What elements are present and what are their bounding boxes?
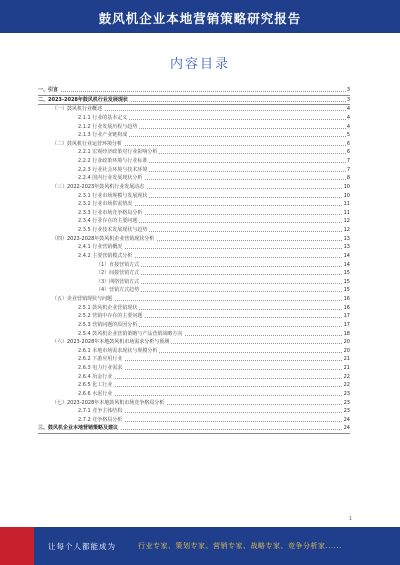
toc-entry[interactable] — [38, 131, 350, 140]
toc-entry-page: 8 — [346, 175, 350, 182]
toc-entry-page: 24 — [343, 425, 350, 432]
toc-entry-label: 2.3.2 行业市场供需情况 — [78, 201, 133, 208]
toc-entry[interactable] — [38, 243, 350, 252]
toc-entry-page: 15 — [343, 287, 350, 294]
toc-entry-page: 12 — [343, 218, 350, 225]
toc-entry-page: 20 — [343, 347, 350, 354]
toc-entry-label: 2.5.3 营销问题的原因分析 — [78, 321, 138, 328]
toc-entry-label: （四）2023-2028年鼓风机企业营销现状分析 — [52, 235, 155, 242]
toc-entry-page: 4 — [346, 123, 350, 130]
toc-entry[interactable] — [38, 338, 350, 347]
toc-entry[interactable] — [38, 252, 350, 261]
toc-entry-page: 16 — [343, 304, 350, 311]
toc-entry-page: 6 — [346, 140, 350, 147]
toc-entry-page: 22 — [343, 382, 350, 389]
toc-entry[interactable] — [38, 381, 350, 390]
toc-entry-label: 2.4.1 行业营销概况 — [78, 244, 123, 251]
toc-entry[interactable] — [38, 140, 350, 149]
toc-entry-label: 二、2023-2028年鼓风机行业发展现状 — [38, 96, 128, 103]
toc-entry-label: 2.7.1 竞争主体结构 — [78, 408, 123, 415]
toc-entry-label: （1）直接营销方式 — [96, 261, 140, 268]
toc-entry[interactable] — [38, 416, 350, 425]
toc-entry-page: 7 — [346, 158, 350, 164]
toc-entry-page: 17 — [343, 313, 350, 320]
toc-entry-page: 21 — [343, 365, 350, 371]
page-title: 内容目录 — [169, 57, 230, 72]
toc-entry[interactable] — [38, 286, 350, 295]
toc-entry[interactable] — [38, 148, 350, 157]
toc-entry-label: 2.2.1 宏观经济政策对行业影响分析 — [78, 149, 158, 156]
toc-entry-label: 2.3.3 行业市场竞争格局分析 — [78, 209, 143, 216]
toc-entry-label: 2.2.4 国内行业发展现状分析 — [78, 175, 143, 182]
toc-entry[interactable] — [38, 399, 350, 408]
toc-entry[interactable] — [38, 217, 350, 226]
toc-entry-page: 3 — [346, 87, 350, 93]
toc-entry-label: 2.6.3 电力行业需求 — [78, 365, 123, 371]
toc-entry-page: 13 — [343, 244, 350, 251]
toc-entry[interactable] — [38, 183, 350, 192]
toc-entry-label: 2.6.5 化工行业 — [78, 382, 113, 389]
toc-entry-label: 2.1.2 行业发展历程与趋势 — [78, 123, 138, 130]
toc-entry[interactable] — [38, 114, 350, 123]
toc-entry-page: 23 — [343, 390, 350, 397]
toc-entry[interactable] — [38, 166, 350, 175]
toc-entry[interactable] — [38, 312, 350, 321]
toc-entry[interactable] — [38, 96, 350, 106]
toc-entry-label: 2.1.3 行业产业链构成 — [78, 132, 128, 139]
toc-entry[interactable] — [38, 304, 350, 313]
toc-entry-page: 5 — [346, 132, 350, 139]
report-header — [0, 0, 400, 33]
toc-entry-page: 16 — [343, 296, 350, 302]
toc-entry-page: 22 — [343, 373, 350, 380]
toc-entry-label: 2.6.1 本地市场需求现状与规模分析 — [78, 347, 158, 354]
toc-entry[interactable] — [38, 86, 350, 96]
toc-entry-page: 23 — [343, 399, 350, 406]
toc-entry[interactable] — [38, 192, 350, 201]
toc-entry-label: （六）2023-2028年本地鼓风机市场需求分析与预测 — [52, 339, 170, 346]
toc-entry-label: （七）2023-2028年本地鼓风机市场竞争格局分析 — [52, 399, 165, 406]
toc-entry[interactable] — [38, 321, 350, 330]
toc-entry-label: 2.5.4 鼓风机企业营销策略与产品营销战略方向 — [78, 330, 183, 337]
toc-entry-label: 2.4.2 主要营销模式分析 — [78, 252, 133, 259]
toc-entry[interactable] — [38, 295, 350, 304]
toc-entry-label: 2.3.4 行业存在的主要问题 — [78, 218, 138, 225]
toc-entry[interactable] — [38, 364, 350, 373]
toc-entry-page: 11 — [343, 201, 350, 208]
toc-entry-label: 2.5.1 鼓风机企业营销现状 — [78, 304, 138, 311]
toc-entry-page: 11 — [343, 209, 350, 216]
report-title: 鼓风机企业本地营销策略研究报告 — [98, 11, 302, 26]
toc-entry-page: 18 — [343, 330, 350, 337]
toc-leader-dots — [38, 91, 346, 92]
toc-entry-page: 14 — [343, 252, 350, 259]
toc-entry[interactable] — [38, 347, 350, 356]
toc-entry-page: 24 — [343, 416, 350, 423]
toc-entry-label: 一、引言 — [38, 87, 59, 93]
toc-entry-page: 12 — [343, 227, 350, 233]
toc-entry-page: 4 — [346, 114, 350, 121]
toc-entry-label: （一）鼓风机行业概述 — [52, 106, 103, 113]
toc-entry[interactable] — [38, 390, 350, 399]
toc-leader-dots — [78, 386, 346, 387]
toc-entry[interactable] — [38, 407, 350, 416]
toc-entry[interactable] — [38, 278, 350, 287]
toc-entry[interactable] — [38, 235, 350, 244]
toc-entry-page: 10 — [343, 183, 350, 190]
toc-entry[interactable] — [38, 209, 350, 218]
footer-slogan: 让每个人都能成为 — [48, 542, 116, 551]
toc-entry-label: 三、鼓风机企业本地营销策略及建议 — [38, 425, 119, 432]
toc-entry[interactable] — [38, 355, 350, 364]
toc-entry-label: （二）鼓风机行业运营环境分析 — [52, 140, 123, 147]
toc-entry-page: 20 — [343, 339, 350, 346]
toc-entry-label: （三）2022-2023年鼓风机行业发展动态 — [52, 183, 145, 190]
toc-entry-page: 3 — [346, 96, 350, 103]
toc-entry-page: 10 — [343, 192, 350, 199]
toc-entry[interactable] — [38, 373, 350, 382]
toc-entry-page: 14 — [343, 261, 350, 268]
toc-entry[interactable] — [38, 226, 350, 235]
toc-entry-label: （五）企业营销现状与问题 — [52, 296, 113, 302]
footer-banner — [0, 527, 400, 565]
toc-entry-label: （2）间接营销方式 — [96, 270, 140, 277]
toc-entry-label: 2.3.1 行业市场规模与发展现状 — [78, 192, 148, 199]
toc-leader-dots — [78, 378, 346, 379]
footer-accent-block — [0, 527, 34, 565]
toc-entry-label: 2.3.5 行业技术发展现状与趋势 — [78, 227, 148, 233]
toc-entry[interactable] — [38, 269, 350, 278]
toc-entry[interactable] — [38, 261, 350, 270]
toc-entry[interactable] — [38, 157, 350, 166]
toc-entry-page: 4 — [346, 106, 350, 113]
toc-entry-page: 17 — [343, 321, 350, 328]
toc-entry-page: 6 — [346, 149, 350, 156]
toc-entry-label: 2.6.6 水泥行业 — [78, 390, 113, 397]
table-of-contents — [38, 86, 350, 434]
toc-entry-label: （4）营销方式趋势 — [96, 287, 140, 294]
toc-entry-page: 21 — [343, 356, 350, 363]
toc-entry-label: 2.7.2 竞争格局分析 — [78, 416, 123, 423]
page-number: 1 — [348, 516, 352, 522]
footer-tags: 行业专家、策划专家、营销专家、战略专家、竞争分析家...... — [138, 542, 342, 550]
toc-entry-label: 2.5.2 营销中存在的主要问题 — [78, 313, 143, 320]
toc-entry-label: 2.6.2 下游应用行业 — [78, 356, 123, 363]
toc-entry[interactable] — [38, 330, 350, 339]
toc-entry-page: 23 — [343, 408, 350, 415]
toc-entry-label: （3）网络营销方式 — [96, 278, 140, 285]
toc-entry[interactable] — [38, 424, 350, 434]
toc-entry[interactable] — [38, 105, 350, 114]
toc-entry[interactable] — [38, 123, 350, 132]
toc-entry[interactable] — [38, 200, 350, 209]
toc-entry-label: 2.2.3 行业社会环境与技术环境 — [78, 166, 148, 173]
toc-entry-label: 2.2.2 行业政策环境与行业标准 — [78, 158, 148, 164]
toc-entry-page: 13 — [343, 235, 350, 242]
toc-entry-label: 2.6.4 冶金行业 — [78, 373, 113, 380]
toc-entry-page: 15 — [343, 270, 350, 277]
toc-entry-page: 15 — [343, 278, 350, 285]
toc-entry-page: 7 — [346, 166, 350, 173]
toc-entry[interactable] — [38, 174, 350, 183]
toc-leader-dots — [78, 395, 346, 396]
toc-entry-label: 2.1.1 行业的基本定义 — [78, 114, 128, 121]
